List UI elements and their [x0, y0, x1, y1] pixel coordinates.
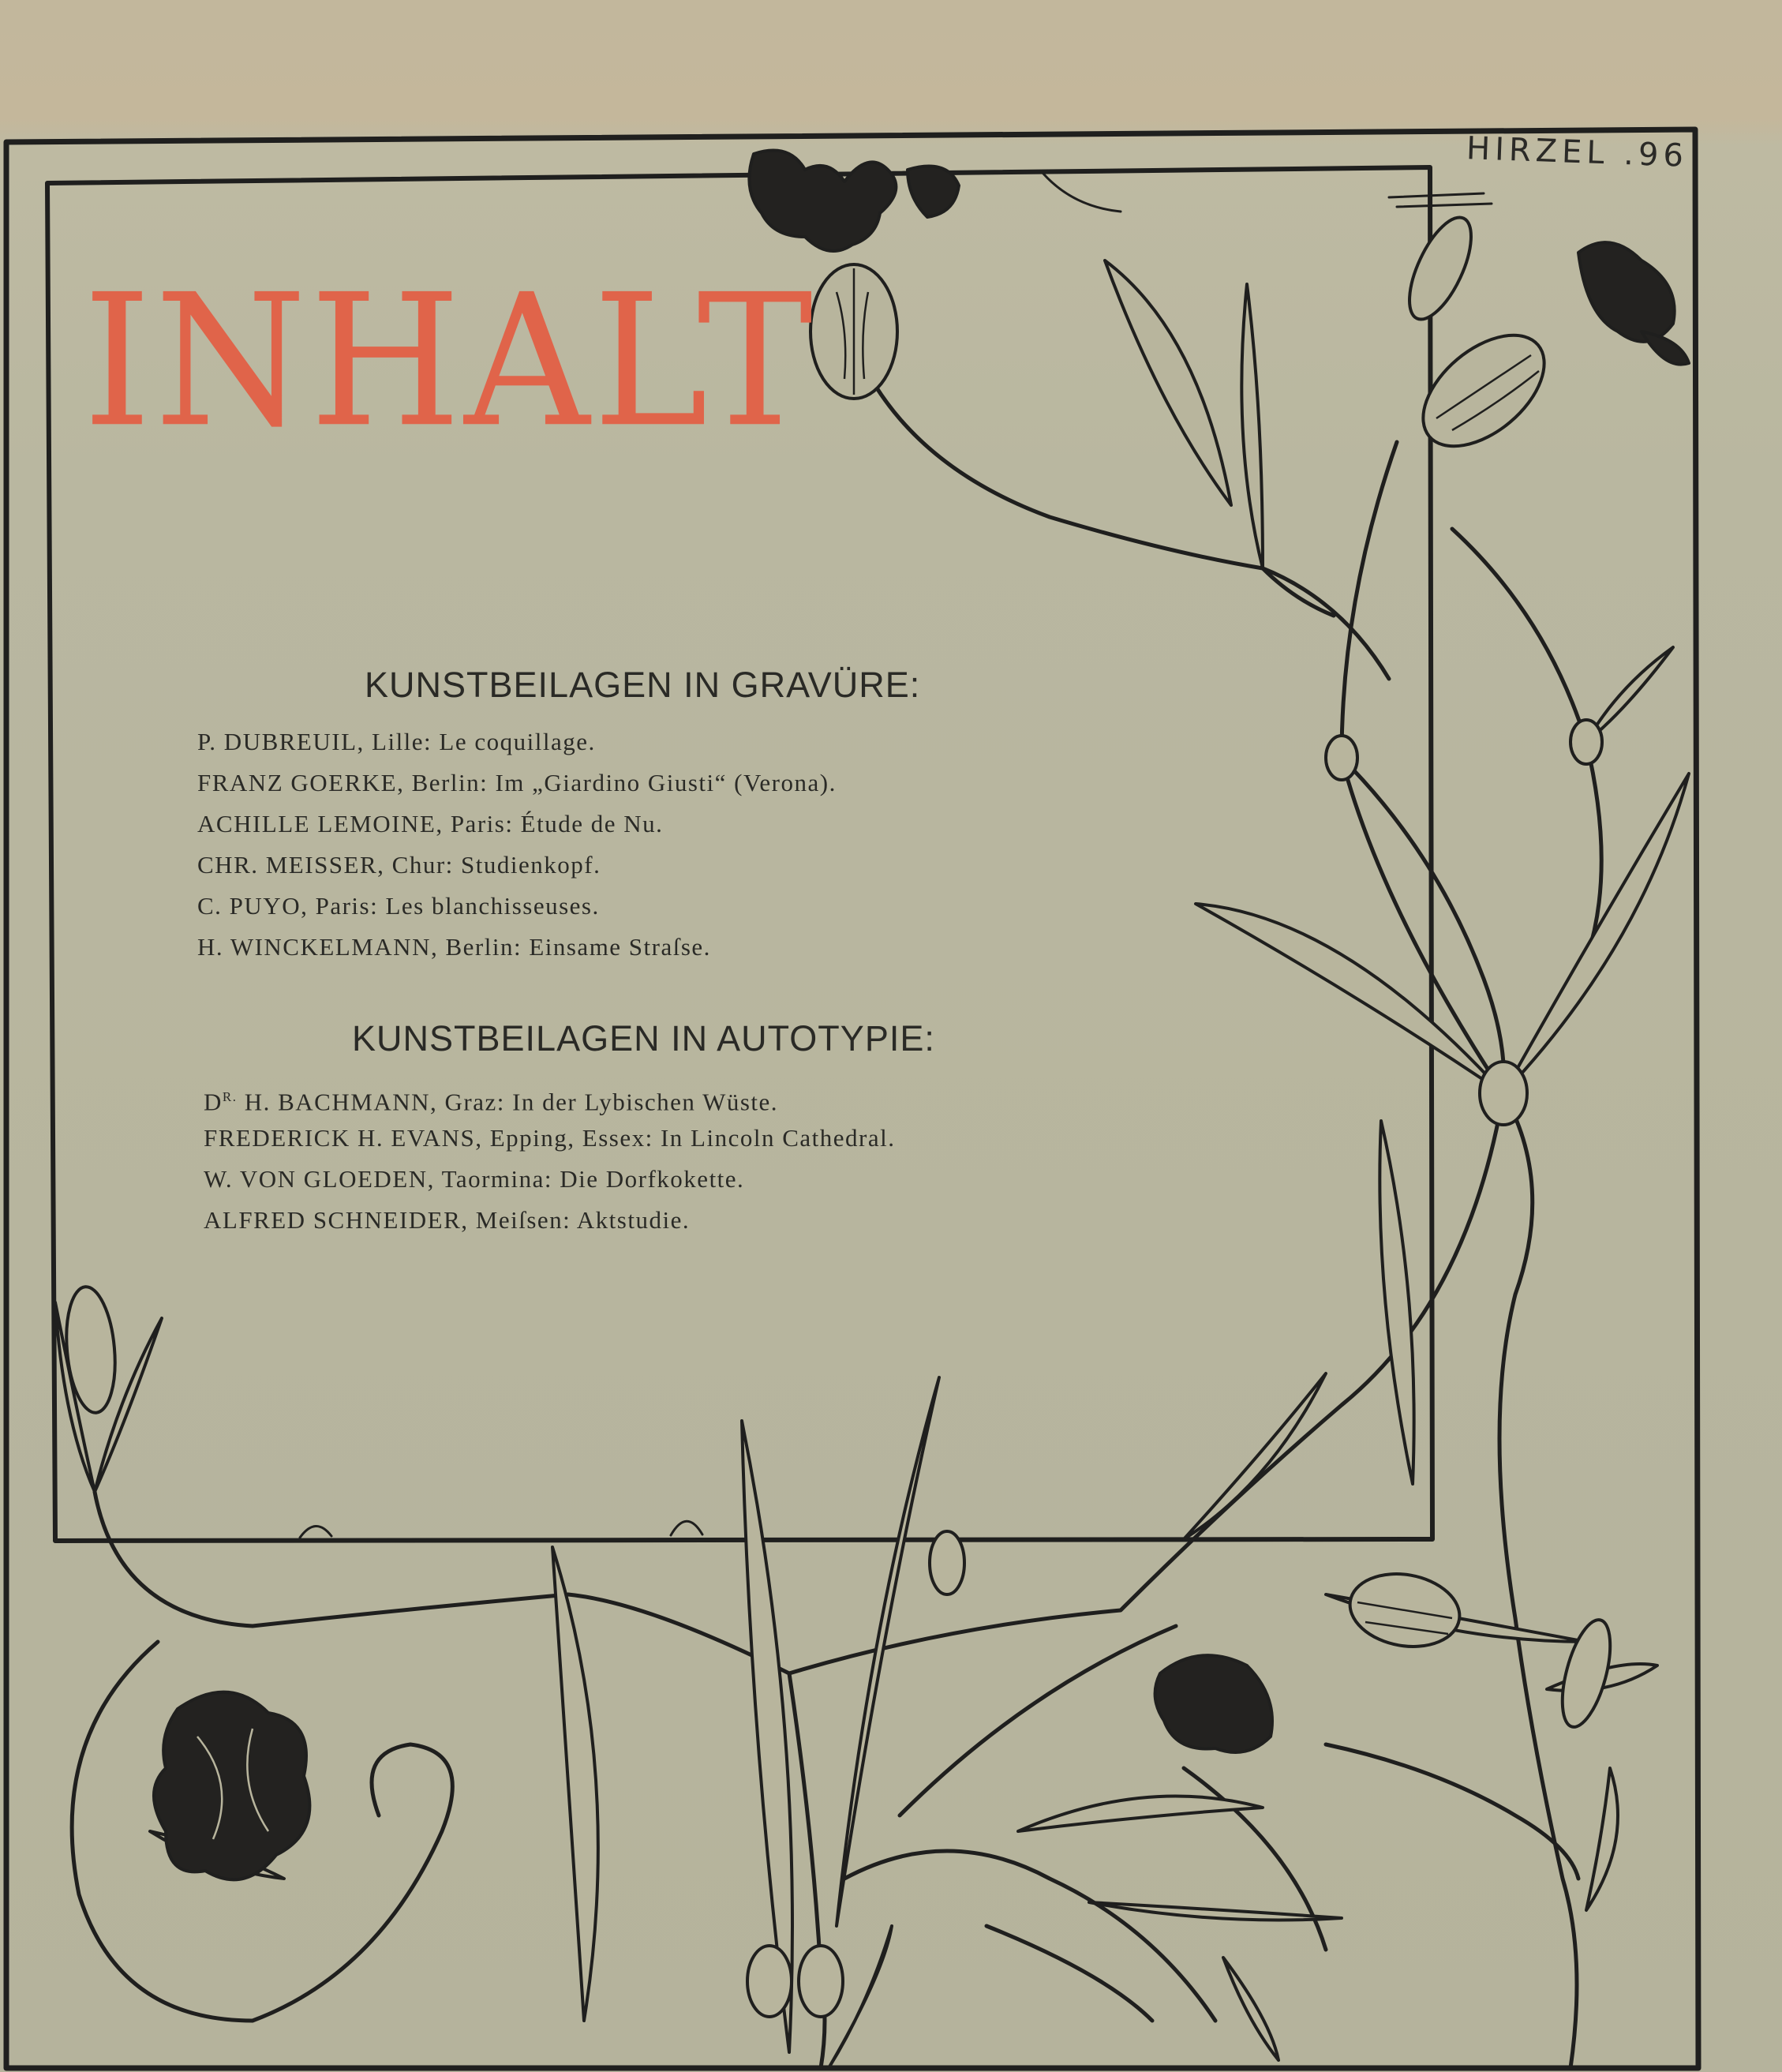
list-item	[204, 1118, 935, 1159]
gravure-entries	[197, 721, 920, 968]
list-item	[204, 1159, 935, 1200]
list-item	[197, 804, 920, 845]
artist-name: C. PUYO	[197, 892, 301, 920]
entry-text: , Meiſsen: Aktstudie.	[461, 1206, 691, 1234]
artist-name: CHR. MEISSER	[197, 851, 378, 879]
artist-name: P. DUBREUIL	[197, 728, 358, 755]
autotypie-section	[204, 1018, 935, 1241]
artist-name: FRANZ GOERKE	[197, 769, 398, 796]
list-item	[204, 1200, 935, 1241]
list-item	[197, 927, 920, 968]
entry-text: , Graz: In der Lybischen Wüste.	[429, 1088, 779, 1116]
artist-prefix-sup: R.	[222, 1089, 238, 1104]
artist-name: H. WINCKELMANN	[197, 933, 431, 961]
list-item	[197, 721, 920, 762]
carnation-flower-ornament	[749, 151, 896, 252]
entry-text: , Lille: Le coquillage.	[357, 728, 596, 755]
entry-text: , Berlin: Im „Giardino Giusti“ (Verona).	[397, 769, 837, 796]
gravure-heading: KUNSTBEILAGEN IN GRAVÜRE:	[365, 665, 921, 705]
artist-name: ALFRED SCHNEIDER	[204, 1206, 462, 1234]
artist-name: FREDERICK H. EVANS	[204, 1124, 476, 1152]
list-item	[197, 762, 920, 804]
page-title: INHALT	[83, 255, 817, 467]
artist-name: ACHILLE LEMOINE	[197, 810, 436, 837]
artist-prefix: D	[204, 1088, 223, 1116]
entry-text: , Berlin: Einsame Straſse.	[430, 933, 711, 961]
list-item	[204, 1077, 935, 1118]
artist-name: W. VON GLOEDEN	[204, 1165, 428, 1193]
list-item	[197, 886, 920, 927]
artist-signature: HIRZEL .96	[1466, 130, 1689, 174]
artist-name: H. BACHMANN	[237, 1088, 430, 1116]
entry-text: , Epping, Essex: In Lincoln Cathedral.	[475, 1124, 896, 1152]
autotypie-heading: KUNSTBEILAGEN IN AUTOTYPIE:	[352, 1018, 935, 1058]
list-item	[197, 845, 920, 886]
gravure-section	[197, 665, 920, 968]
autotypie-entries	[204, 1077, 935, 1241]
entry-text: , Chur: Studienkopf.	[377, 851, 601, 879]
entry-text: , Paris: Étude de Nu.	[436, 810, 664, 837]
entry-text: , Paris: Les blanchisseuses.	[301, 892, 600, 920]
entry-text: , Taormina: Die Dorfkokette.	[427, 1165, 745, 1193]
